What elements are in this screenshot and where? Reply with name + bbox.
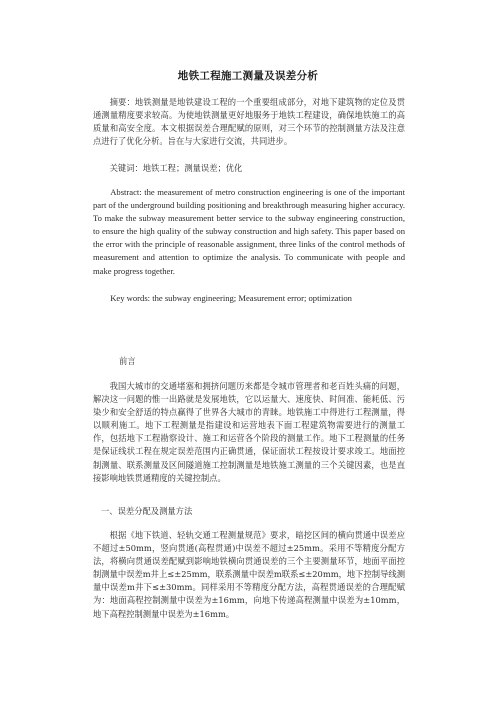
abstract-english: Abstract: the measurement of metro construction engineering is one of the important part of the underground building positioning and breakthrough measuring higher accuracy. To make the subway measurement better service to the subway engineering construction, to ensure the high quality of the subway construction and high safety. This paper based on the error with the principle of reasonable assignment, three links of the control methods of measurement and attention to optimize the analysis. To communicate with people and make progress together. — [93, 187, 405, 276]
abstract-chinese: 摘要：地铁测量是地铁建设工程的一个重要组成部分，对地下建筑物的定位及贯通测量精度要求较高。为使地铁测量更好地服务于地铁工程建设，确保地铁施工的高质量和高安全度。本文根据误差合理配赋的原则，对三个环节的控制测量方法及注意点进行了优化分析。旨在与大家进行交流，共同进步。 — [93, 97, 405, 147]
keywords-english: Key words: the subway engineering; Measurement error; optimization — [110, 293, 352, 303]
preface-paragraph: 我国大城市的交通堵塞和拥挤问题历来都是令城市管理者和老百姓头痛的问题，解决这一问题的惟一出路就是发展地铁，它以运量大、速度快、时间准、能耗低、污染少和安全舒适的特点赢得了世界各大城市的青睐。地铁施工中得进行工程测量，得以顺利施工。地下工程测量是指建设和运营地表下面工程建筑物需要进行的测量工作，包括地下工程勘察设计、施工和运营各个阶段的测量工作。地下工程测量的任务是保证线状工程在规定误差范围内正确贯通，保证面状工程按设计要求竣工。地面控制测量、联系测量及区间隧道施工控制测量是地铁施工测量的三个关键因素，也是直接影响地铁贯通精度的关键控制点。 — [93, 381, 405, 483]
section-1-paragraph: 根据《地下铁道、轻轨交通工程测量规范》要求，暗挖区间的横向贯通中误差应不超过±50mm，竖向贯通(高程贯通)中误差不超过±25mm。采用不等精度分配方法，将横向贯通误差配赋到影响地铁横向贯通误差的三个主要测量环节，地面平面控制测量中误差m井上≤±25mm，联系测量中误差m联系≤±20mm，地下控制导线测量中误差m井下≤±30mm。同样采用不等精度分配方法，高程贯通误差的合理配赋为：地面高程控制测量中误差为±16mm，向地下传递高程测量中误差为±10mm，地下高程控制测量中误差为±16mm。 — [93, 530, 405, 619]
document-title: 地铁工程施工测量及误差分析 — [177, 70, 319, 82]
section-1-heading: 一、误差分配及测量方法 — [101, 506, 193, 516]
preface-heading: 前言 — [119, 356, 136, 366]
keywords-chinese: 关键词：地铁工程；测量误差；优化 — [109, 163, 243, 173]
